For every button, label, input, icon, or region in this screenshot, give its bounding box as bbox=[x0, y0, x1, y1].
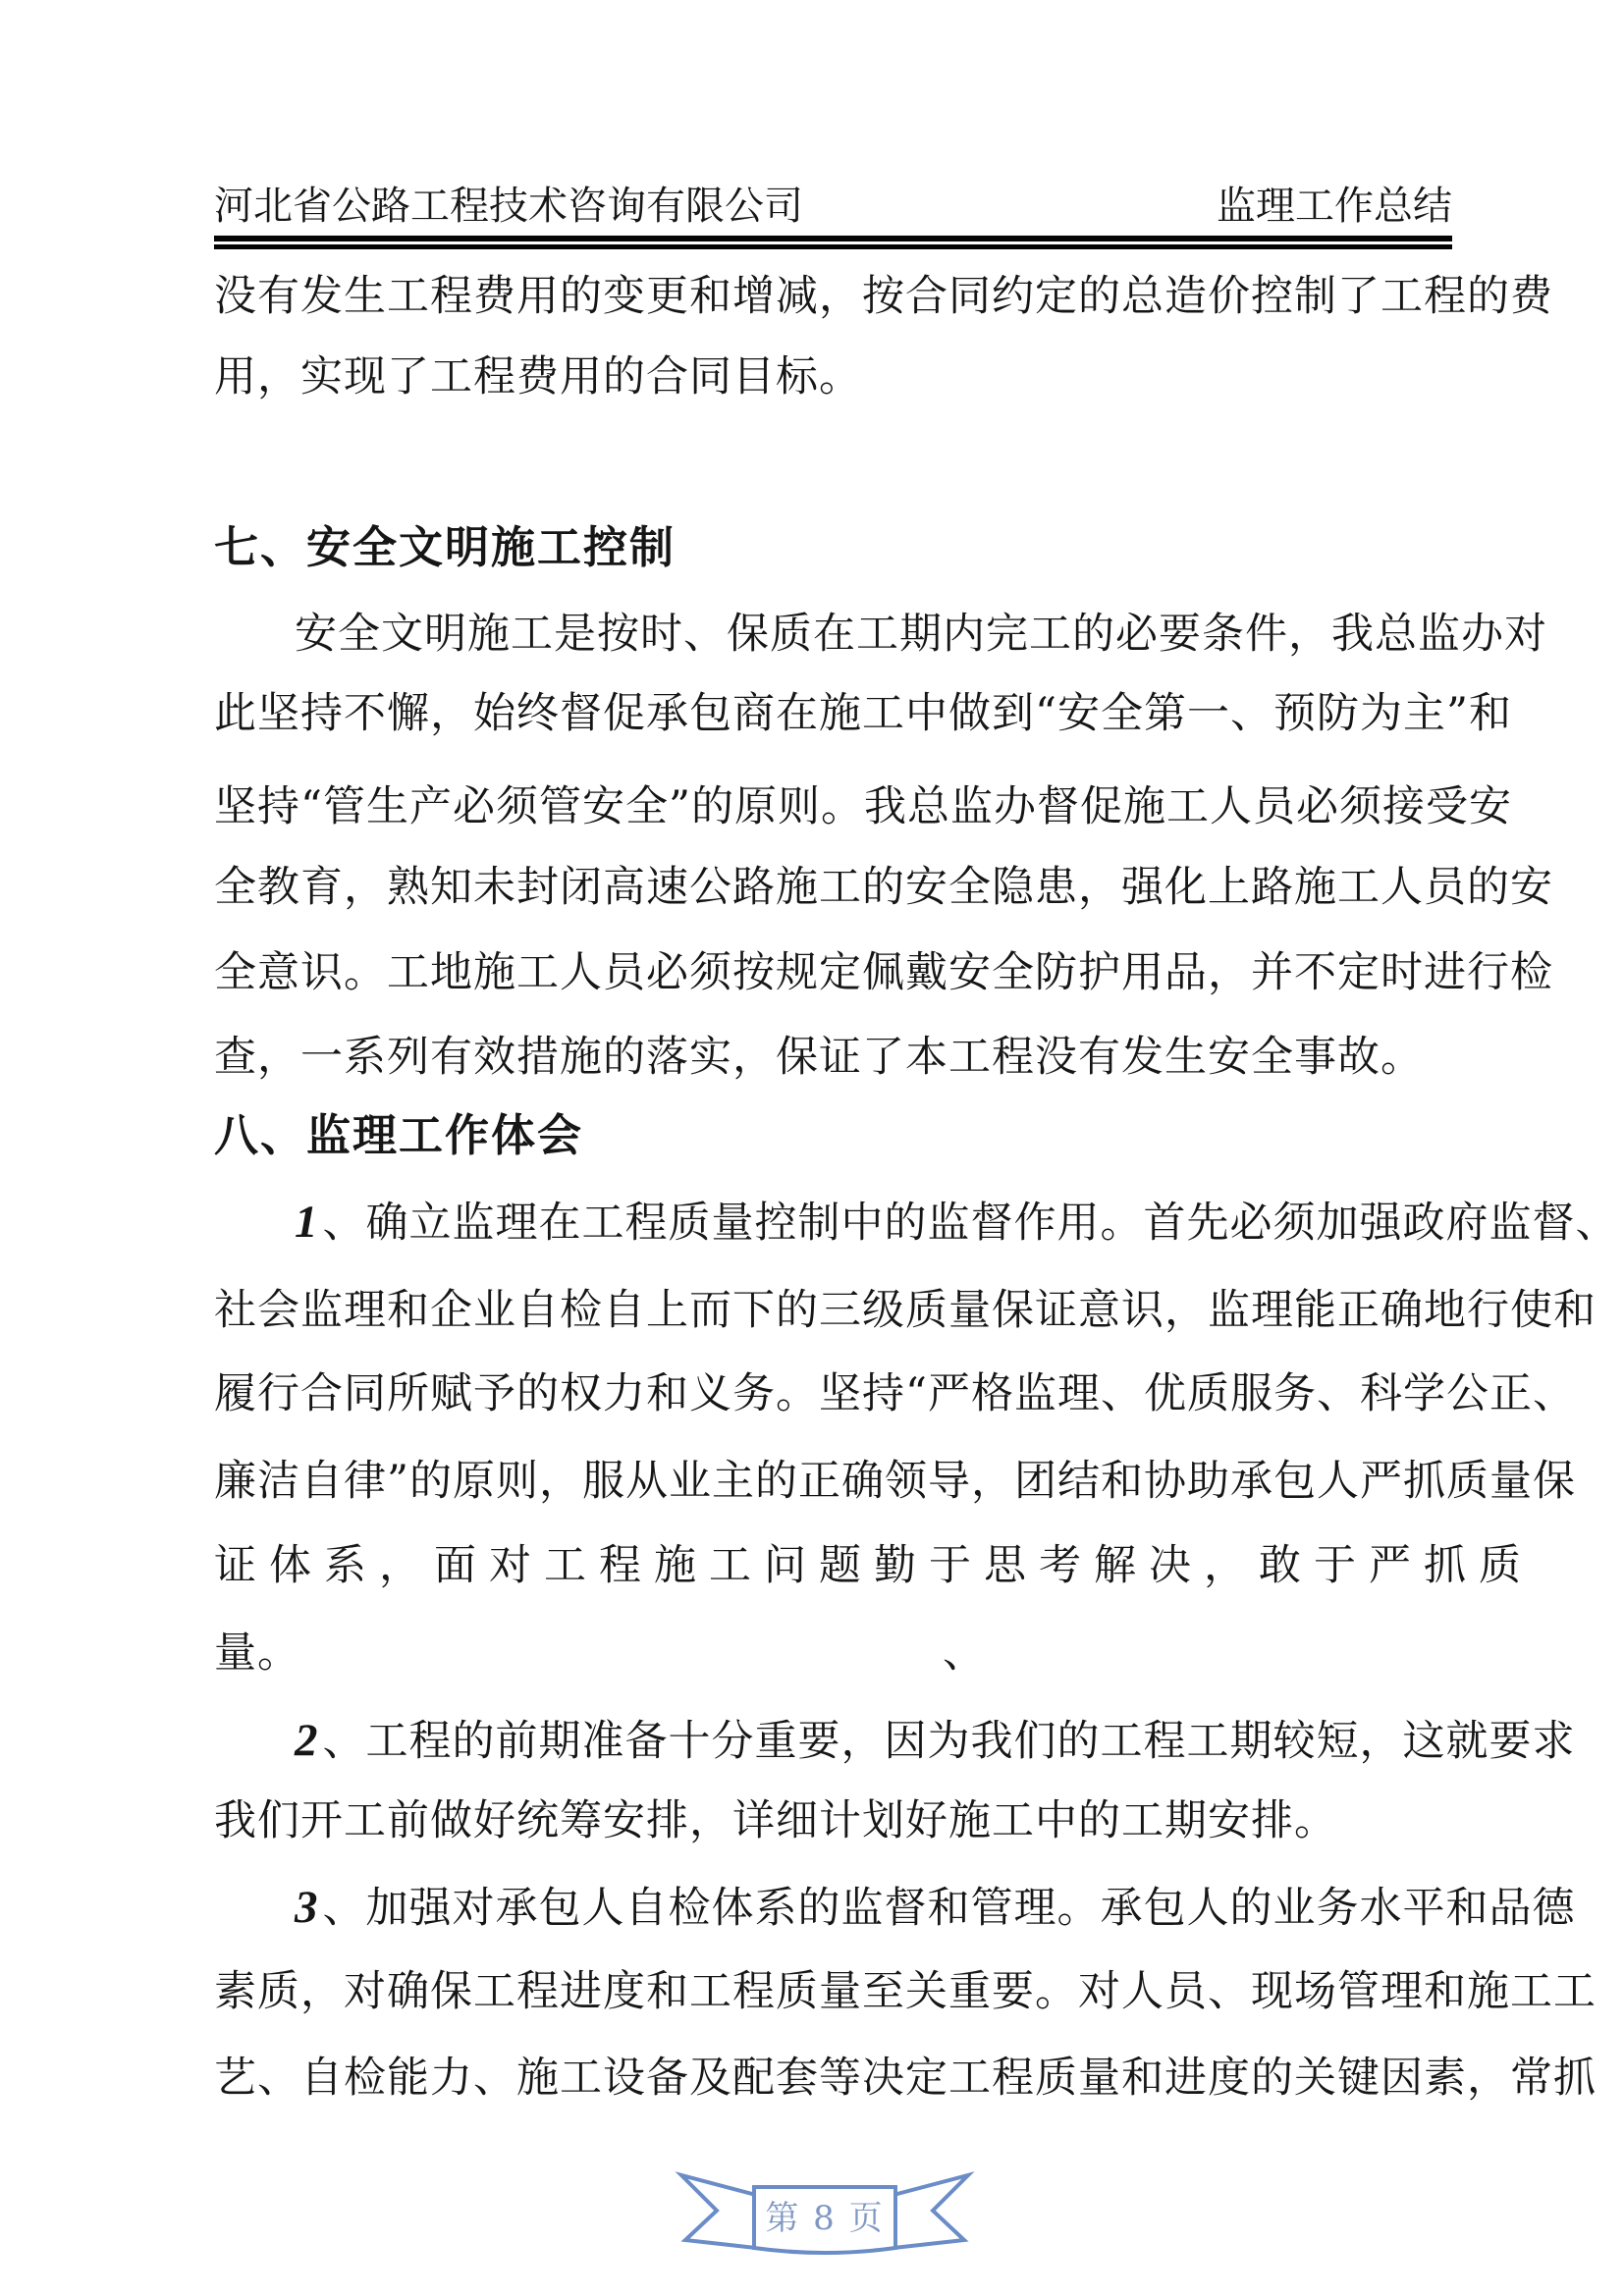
text-line: 我们开工前做好统筹安排，详细计划好施工中的工期安排。 bbox=[214, 1796, 1337, 1845]
text-line: 艺、自检能力、施工设备及配套等决定工程质量和进度的关键因素，常抓 bbox=[214, 2054, 1597, 2103]
text-line-content: 、工程的前期准备十分重要，因为我们的工程工期较短，这就要求 bbox=[322, 1717, 1576, 1766]
text-line: 查，一系列有效措施的落实，保证了本工程没有发生安全事故。 bbox=[214, 1033, 1424, 1082]
stray-punctuation-mark: 、 bbox=[943, 1629, 985, 1678]
text-line: 坚持“管生产必须管安全”的原则。我总监办督促施工人员必须接受安 bbox=[214, 782, 1512, 831]
text-line bbox=[295, 1715, 1576, 1767]
text-line: 安全文明施工是按时、保质在工期内完工的必要条件，我总监办对 bbox=[295, 610, 1547, 659]
text-line: 履行合同所赋予的权力和义务。坚持“严格监理、优质服务、科学公正、 bbox=[214, 1369, 1576, 1418]
text-line: 用，实现了工程费用的合同目标。 bbox=[214, 352, 862, 401]
text-line: 全意识。工地施工人员必须按规定佩戴安全防护用品，并不定时进行检 bbox=[214, 948, 1553, 997]
text-line: 社会监理和企业自检自上而下的三级质量保证意识，监理能正确地行使和 bbox=[214, 1286, 1597, 1335]
text-line bbox=[295, 1197, 1619, 1249]
list-number: 1 bbox=[295, 1197, 319, 1248]
page-number-label: 第 8 页 bbox=[765, 2199, 885, 2238]
list-number: 2 bbox=[295, 1715, 319, 1766]
text-line: 此坚持不懈，始终督促承包商在施工中做到“安全第一、预防为主”和 bbox=[214, 689, 1512, 738]
text-line: 素质，对确保工程进度和工程质量至关重要。对人员、现场管理和施工工 bbox=[214, 1967, 1597, 2016]
page-header bbox=[214, 184, 1452, 229]
text-line: 量。 bbox=[214, 1629, 300, 1678]
text-line bbox=[295, 1882, 1576, 1934]
text-line: 没有发生工程费用的变更和增减，按合同约定的总造价控制了工程的费 bbox=[214, 272, 1553, 321]
header-doc-title: 监理工作总结 bbox=[1217, 184, 1452, 229]
text-line: 廉洁自律”的原则，服从业主的正确领导，团结和协助承包人严抓质量保 bbox=[214, 1457, 1576, 1506]
header-double-rule bbox=[214, 236, 1452, 249]
text-line: 全教育，熟知未封闭高速公路施工的安全隐患，强化上路施工人员的安 bbox=[214, 863, 1553, 912]
text-line: 证体系，面对工程施工问题勤于思考解决，敢于严抓质 bbox=[214, 1541, 1534, 1590]
list-number: 3 bbox=[295, 1882, 319, 1933]
text-line-content: 、确立监理在工程质量控制中的监督作用。首先必须加强政府监督、 bbox=[322, 1199, 1619, 1248]
section-heading-8: 八、监理工作体会 bbox=[214, 1109, 584, 1161]
section-heading-7: 七、安全文明施工控制 bbox=[214, 521, 677, 573]
text-line-content: 、加强对承包人自检体系的监督和管理。承包人的业务水平和品德 bbox=[322, 1884, 1576, 1933]
header-company-name: 河北省公路工程技术咨询有限公司 bbox=[214, 184, 803, 229]
